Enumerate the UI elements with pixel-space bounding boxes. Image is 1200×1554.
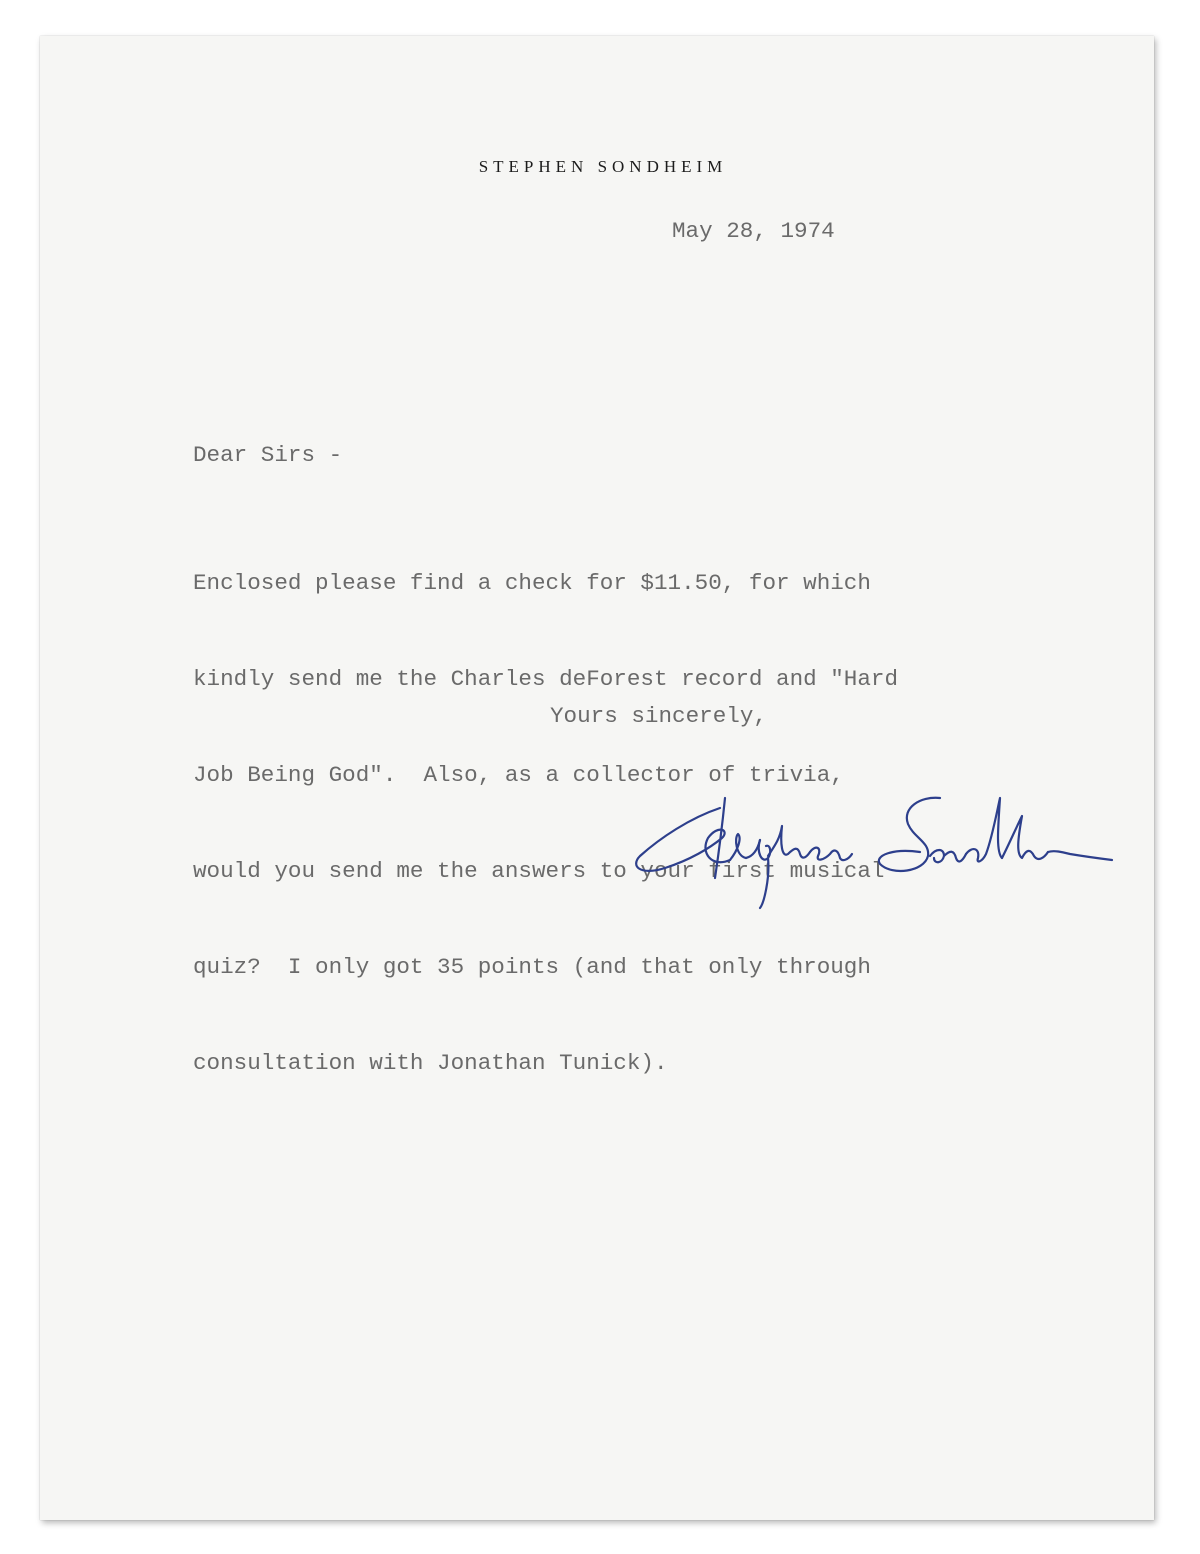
letter-date: May 28, 1974 xyxy=(672,218,835,244)
closing: Yours sincerely, xyxy=(550,703,767,729)
body-line: kindly send me the Charles deForest record and "Hard xyxy=(193,666,899,692)
body-line: consultation with Jonathan Tunick). xyxy=(193,1050,668,1076)
body-line: Enclosed please find a check for $11.50, for which xyxy=(193,570,871,596)
letterhead: STEPHEN SONDHEIM xyxy=(478,157,728,176)
salutation: Dear Sirs - xyxy=(193,442,343,468)
handwritten-signature xyxy=(630,768,1130,918)
signature-strokes xyxy=(636,798,1112,908)
body-line: Job Being God". Also, as a collector of trivia, xyxy=(193,762,844,788)
body-line: would you send me the answers to your first musical xyxy=(193,858,885,884)
body-line: quiz? I only got 35 points (and that only through xyxy=(193,954,871,980)
